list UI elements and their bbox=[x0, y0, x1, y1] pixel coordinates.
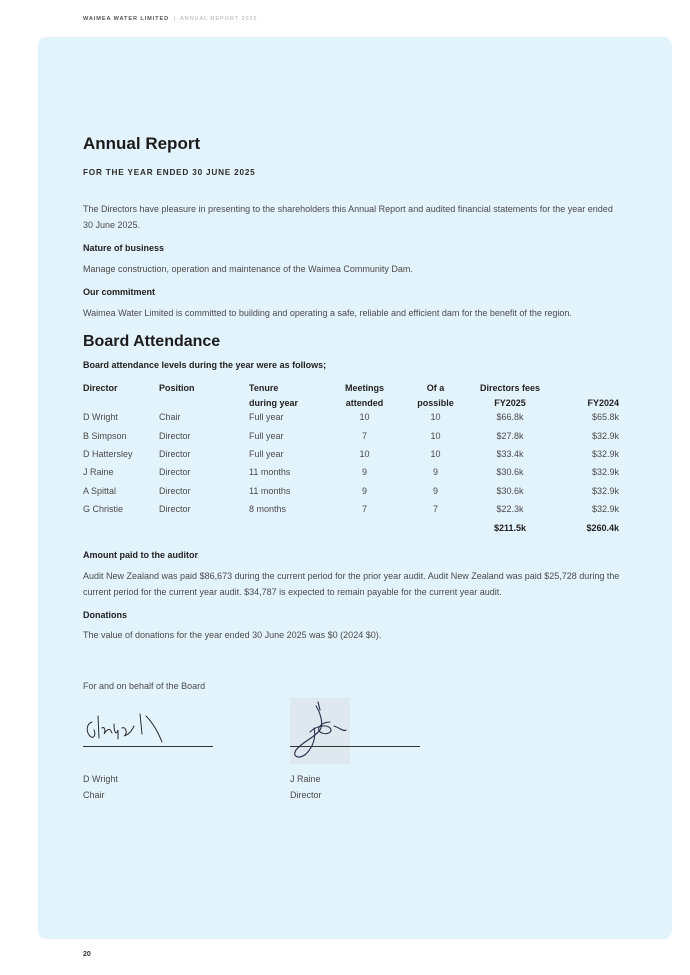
table-row bbox=[83, 408, 619, 426]
cell-fy2025: $30.6k bbox=[496, 485, 524, 496]
cell-fy2024: $32.9k bbox=[591, 430, 619, 441]
cell-tenure: 11 months bbox=[249, 467, 291, 478]
cell-position: Director bbox=[159, 467, 191, 478]
signature-line-right bbox=[290, 746, 420, 747]
cell-position: Chair bbox=[159, 412, 181, 423]
page-number: 20 bbox=[83, 951, 91, 958]
cell-possible: 10 bbox=[430, 430, 441, 441]
col-meetings-header: Meetings bbox=[344, 383, 384, 393]
cell-possible: 7 bbox=[432, 504, 438, 515]
cell-position: Director bbox=[159, 504, 191, 515]
running-header bbox=[83, 16, 257, 22]
auditor-heading: Amount paid to the auditor bbox=[83, 550, 198, 560]
cell-tenure: 11 months bbox=[249, 485, 291, 496]
cell-position: Director bbox=[159, 448, 191, 459]
cell-fy2024: $65.8k bbox=[591, 412, 619, 423]
col-position-header: Position bbox=[159, 383, 195, 393]
cell-director: D Wright bbox=[83, 412, 118, 423]
table-header-row-2 bbox=[83, 393, 619, 408]
cell-director: D Hattersley bbox=[83, 448, 133, 459]
nature-heading: Nature of business bbox=[83, 243, 165, 253]
col-fy2024-header: FY2024 bbox=[587, 398, 619, 408]
commitment-text: Waimea Water Limited is committed to building and operating a safe, reliable and efficient dam for the benefit of the region. bbox=[83, 308, 572, 318]
cell-tenure: 8 months bbox=[249, 504, 287, 515]
total-empty-cell bbox=[249, 518, 329, 536]
cell-director: J Raine bbox=[83, 467, 114, 478]
cell-fy2025: $27.8k bbox=[496, 430, 524, 441]
cell-possible: 10 bbox=[430, 412, 441, 423]
cell-possible: 10 bbox=[430, 448, 441, 459]
signatory-left-role: Chair bbox=[83, 790, 105, 800]
total-empty-cell bbox=[329, 518, 400, 536]
col-fees-header-spacer bbox=[549, 378, 619, 393]
signature-j-raine-image bbox=[290, 698, 350, 764]
cell-position: Director bbox=[159, 485, 191, 496]
cell-attended: 10 bbox=[359, 412, 370, 423]
cell-fy2024: $32.9k bbox=[591, 467, 619, 478]
header-separator: | bbox=[173, 16, 176, 22]
cell-fy2025: $66.8k bbox=[496, 412, 524, 423]
page-subtitle: FOR THE YEAR ENDED 30 JUNE 2025 bbox=[83, 168, 256, 177]
table-row bbox=[83, 426, 619, 444]
cell-director: A Spittal bbox=[83, 485, 117, 496]
cell-position: Director bbox=[159, 430, 191, 441]
cell-possible: 9 bbox=[432, 467, 438, 478]
col-possible-header: Of a bbox=[426, 383, 445, 393]
col-possible-subheader: possible bbox=[417, 398, 454, 408]
signatory-right-name: J Raine bbox=[290, 774, 321, 784]
cell-fy2024: $32.9k bbox=[591, 485, 619, 496]
signature-line-left bbox=[83, 746, 213, 747]
cell-attended: 7 bbox=[361, 504, 367, 515]
signatory-left-name: D Wright bbox=[83, 774, 118, 784]
signature-d-wright-image bbox=[82, 706, 172, 746]
table-row bbox=[83, 445, 619, 463]
total-empty-cell bbox=[83, 518, 159, 536]
cell-tenure: Full year bbox=[249, 448, 284, 459]
cell-tenure: Full year bbox=[249, 430, 284, 441]
cell-possible: 9 bbox=[432, 485, 438, 496]
table-header-row-1 bbox=[83, 378, 619, 393]
col-fy2025-header: FY2025 bbox=[494, 398, 526, 408]
signatory-right-role: Director bbox=[290, 790, 322, 800]
board-attendance-title: Board Attendance bbox=[83, 333, 221, 350]
nature-text: Manage construction, operation and maintenance of the Waimea Community Dam. bbox=[83, 264, 413, 274]
page-title: Annual Report bbox=[83, 134, 201, 153]
col-tenure-header: Tenure bbox=[249, 383, 279, 393]
table-row bbox=[83, 463, 619, 481]
board-attendance-table bbox=[83, 378, 619, 537]
donations-heading: Donations bbox=[83, 610, 127, 620]
cell-tenure: Full year bbox=[249, 412, 284, 423]
intro-paragraph: The Directors have pleasure in presenting to the shareholders this Annual Report and audited financial statements for the year ended 30 June 2025. bbox=[83, 204, 613, 230]
total-fy2024: $260.4k bbox=[586, 522, 619, 533]
cell-attended: 9 bbox=[361, 467, 367, 478]
cell-fy2025: $33.4k bbox=[496, 448, 524, 459]
header-organisation: WAIMEA WATER LIMITED bbox=[83, 16, 170, 22]
donations-text: The value of donations for the year ended 30 June 2025 was $0 (2024 $0). bbox=[83, 630, 382, 640]
commitment-heading: Our commitment bbox=[83, 287, 156, 297]
cell-attended: 10 bbox=[359, 448, 370, 459]
cell-fy2025: $22.3k bbox=[496, 504, 524, 515]
cell-fy2024: $32.9k bbox=[591, 504, 619, 515]
total-empty-cell bbox=[159, 518, 249, 536]
cell-fy2024: $32.9k bbox=[591, 448, 619, 459]
board-attendance-intro: Board attendance levels during the year were as follows; bbox=[83, 360, 327, 370]
auditor-text: Audit New Zealand was paid $86,673 during the current period for the prior year audit. Audit New Zealand was paid $25,728 during the current period for the current year audit. $34,787 is expected to remain payable for the current year audit. bbox=[83, 571, 620, 597]
cell-attended: 9 bbox=[361, 485, 367, 496]
col-fees-header: Directors fees bbox=[479, 383, 541, 393]
header-cell-empty bbox=[159, 393, 249, 408]
header-document-title: ANNUAL REPORT 2025 bbox=[180, 16, 258, 22]
cell-fy2025: $30.6k bbox=[496, 467, 524, 478]
cell-attended: 7 bbox=[361, 430, 367, 441]
table-row bbox=[83, 482, 619, 500]
col-meetings-subheader: attended bbox=[345, 398, 384, 408]
table-total-row bbox=[83, 518, 619, 536]
signature-intro: For and on behalf of the Board bbox=[83, 681, 206, 691]
total-fy2025: $211.5k bbox=[493, 522, 527, 533]
cell-director: G Christie bbox=[83, 504, 124, 515]
col-director-header: Director bbox=[83, 383, 118, 393]
table-row bbox=[83, 500, 619, 518]
col-tenure-subheader: during year bbox=[249, 398, 299, 408]
cell-director: B Simpson bbox=[83, 430, 127, 441]
total-empty-cell bbox=[400, 518, 471, 536]
header-cell-empty bbox=[83, 393, 159, 408]
